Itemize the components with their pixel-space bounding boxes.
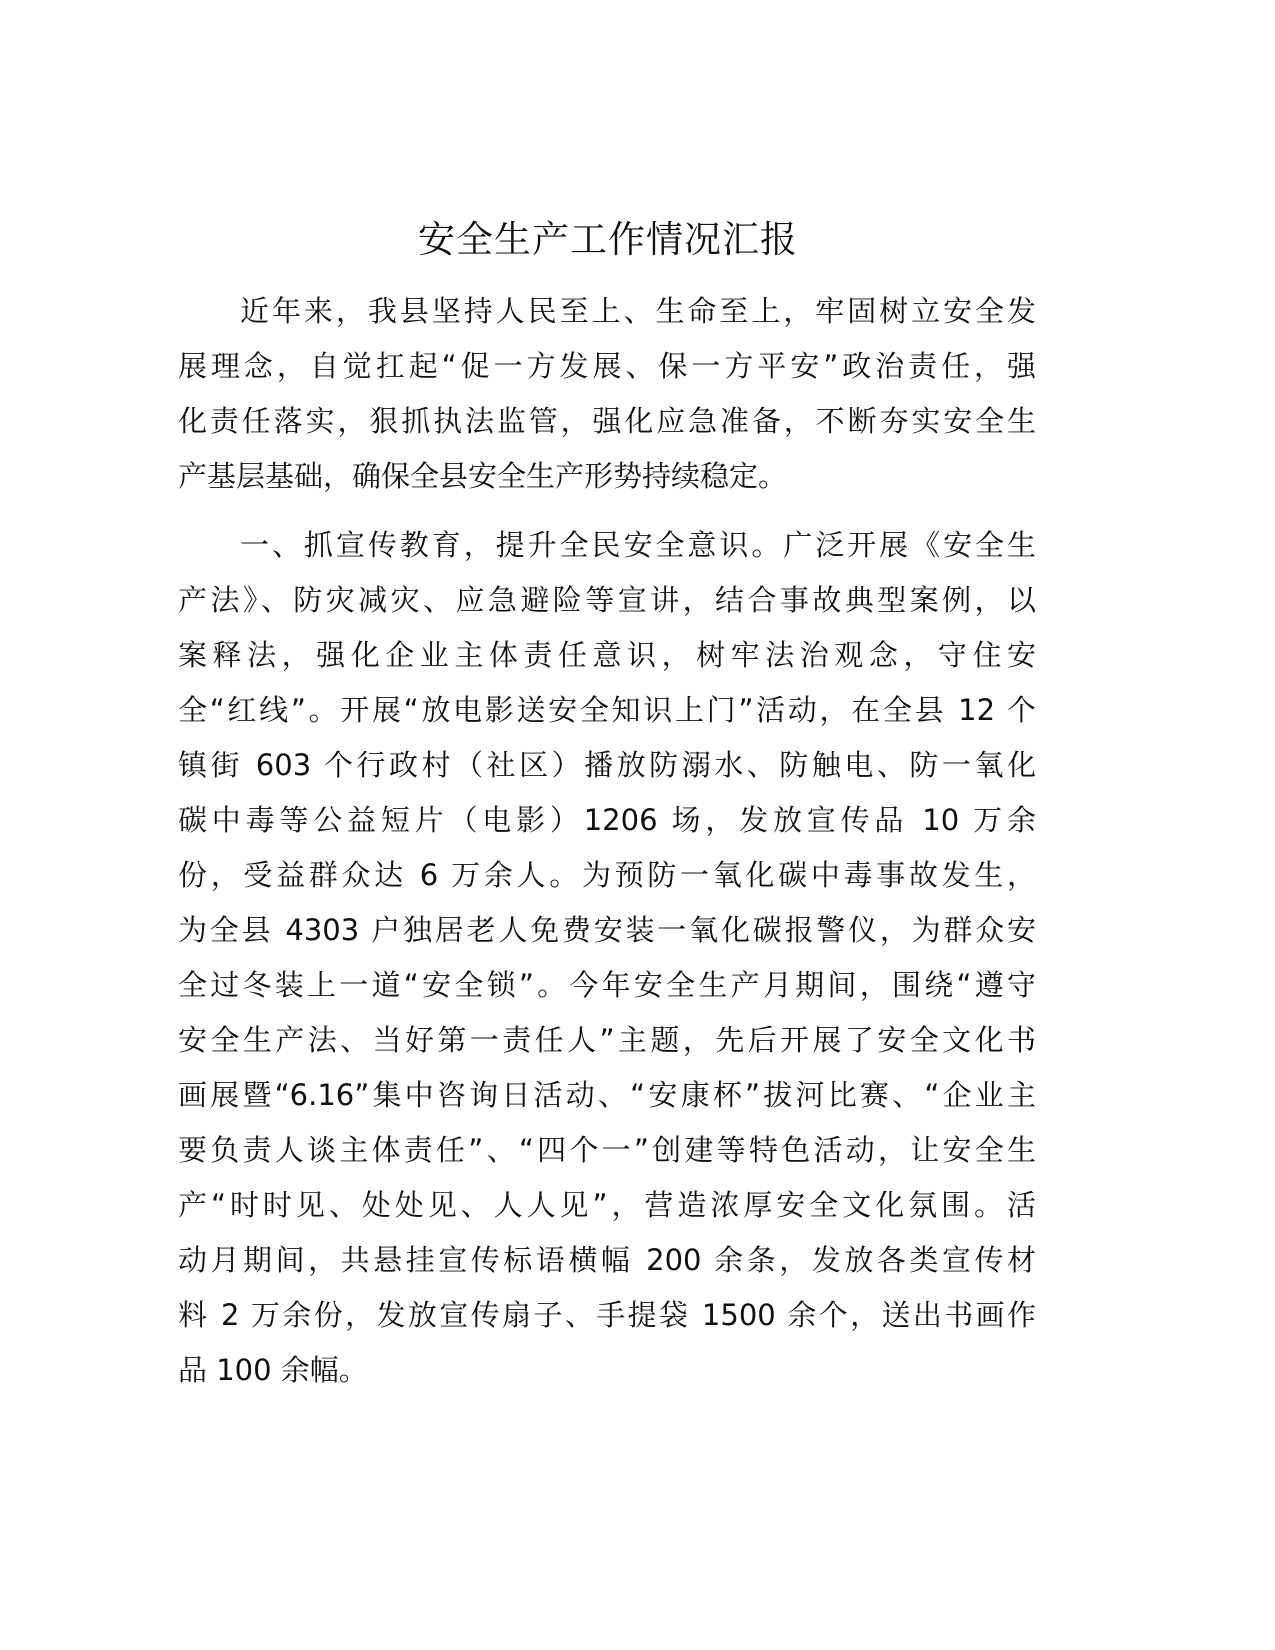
text-line: 份，受益群众达 6 万余人。为预防一氧化碳中毒事故发生， xyxy=(178,858,1036,892)
text-line: 安全生产法、当好第一责任人”主题，先后开展了安全文化书 xyxy=(178,1023,1036,1057)
text-line: 案释法，强化企业主体责任意识，树牢法治观念，守住安 xyxy=(178,638,1036,672)
text-line: 一、抓宣传教育，提升全民安全意识。广泛开展《安全生 xyxy=(240,528,1036,562)
text-line: 画展暨“6.16”集中咨询日活动、“安康杯”拔河比赛、“企业主 xyxy=(178,1078,1036,1112)
text-line: 近年来，我县坚持人民至上、生命至上，牢固树立安全发 xyxy=(240,294,1036,328)
text-line: 品 100 余幅。 xyxy=(178,1353,368,1387)
paragraph-intro xyxy=(178,284,1036,504)
text-line: 产“时时见、处处见、人人见”，营造浓厚安全文化氛围。活 xyxy=(178,1188,1036,1222)
text-line: 展理念，自觉扛起“促一方发展、保一方平安”政治责任，强 xyxy=(178,349,1036,383)
document-title: 安全生产工作情况汇报 xyxy=(418,218,798,261)
text-line: 产基层基础，确保全县安全生产形势持续稳定。 xyxy=(178,459,788,493)
text-line: 要负责人谈主体责任”、“四个一”创建等特色活动，让安全生 xyxy=(178,1133,1036,1167)
text-line: 动月期间，共悬挂宣传标语横幅 200 余条，发放各类宣传材 xyxy=(178,1243,1036,1277)
text-line: 全过冬装上一道“安全锁”。今年安全生产月期间，围绕“遵守 xyxy=(178,968,1036,1002)
text-line: 料 2 万余份，发放宣传扇子、手提袋 1500 余个，送出书画作 xyxy=(178,1298,1036,1332)
text-line: 碳中毒等公益短片（电影）1206 场，发放宣传品 10 万余 xyxy=(178,803,1036,837)
text-line: 化责任落实，狠抓执法监管，强化应急准备，不断夯实安全生 xyxy=(178,404,1036,438)
text-line: 为全县 4303 户独居老人免费安装一氧化碳报警仪，为群众安 xyxy=(178,913,1036,947)
text-line: 全“红线”。开展“放电影送安全知识上门”活动，在全县 12 个 xyxy=(178,693,1036,727)
paragraph-section-1 xyxy=(178,518,1036,1398)
text-line: 产法》、防灾减灾、应急避险等宣讲，结合事故典型案例，以 xyxy=(178,583,1036,617)
text-line: 镇街 603 个行政村（社区）播放防溺水、防触电、防一氧化 xyxy=(178,748,1036,782)
